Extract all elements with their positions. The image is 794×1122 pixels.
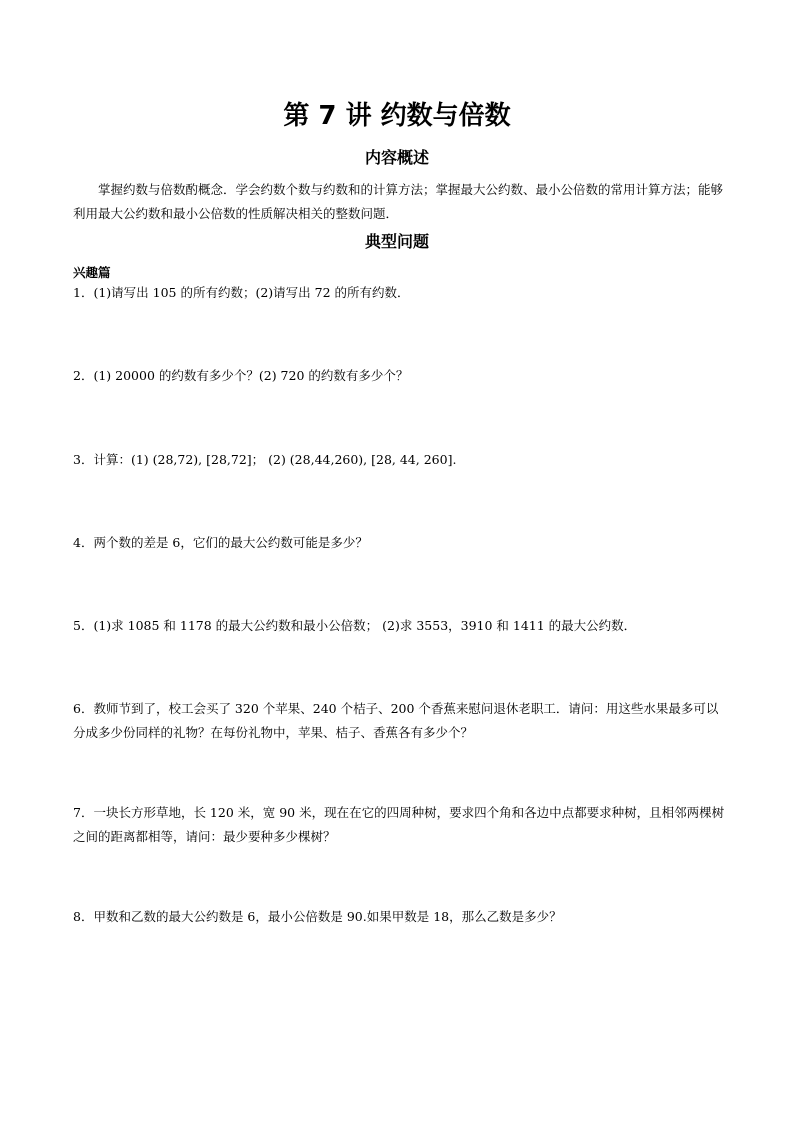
page-title: 第 7 讲 约数与倍数	[283, 101, 511, 131]
problem-2: 2．(1) 20000 的约数有多少个？(2) 720 的约数有多少个？	[73, 368, 409, 383]
problem-6: 6．教师节到了，校工会买了 320 个苹果、240 个桔子、200 个香蕉来慰问退休老职工．请问：用这些水果最多可以分成多少份同样的礼物？在每份礼物中，苹果、桔子、香蕉各有多少个？	[73, 701, 719, 740]
problem-7: 7．一块长方形草地，长 120 米，宽 90 米，现在在它的四周种树，要求四个角和各边中点都要求种树，且相邻两棵树之间的距离都相等，请问：最少要种多少棵树？	[73, 805, 725, 844]
category-label: 兴趣篇	[73, 265, 111, 280]
problem-5: 5．(1)求 1085 和 1178 的最大公约数和最小公倍数； (2)求 3553，3910 和 1411 的最大公约数．	[73, 618, 637, 633]
overview-heading: 内容概述	[364, 148, 429, 167]
problem-4: 4．两个数的差是 6，它们的最大公约数可能是多少？	[73, 535, 368, 550]
problem-1: 1．(1)请写出 105 的所有约数；(2)请写出 72 的所有约数．	[73, 285, 410, 300]
overview-text: 掌握约数与倍数酌概念．学会约数个数与约数和的计算方法；掌握最大公约数、最小公倍数的常用计算方法；能够利用最大公约数和最小公倍数的性质解决相关的整数问题．	[73, 182, 724, 221]
problem-3: 3．计算：(1) (28,72), [28,72]； (2) (28,44,260), [28, 44, 260].	[73, 452, 457, 467]
problems-heading: 典型问题	[364, 232, 429, 251]
problem-8: 8．甲数和乙数的最大公约数是 6，最小公倍数是 90.如果甲数是 18，那么乙数是多少？	[73, 909, 562, 924]
